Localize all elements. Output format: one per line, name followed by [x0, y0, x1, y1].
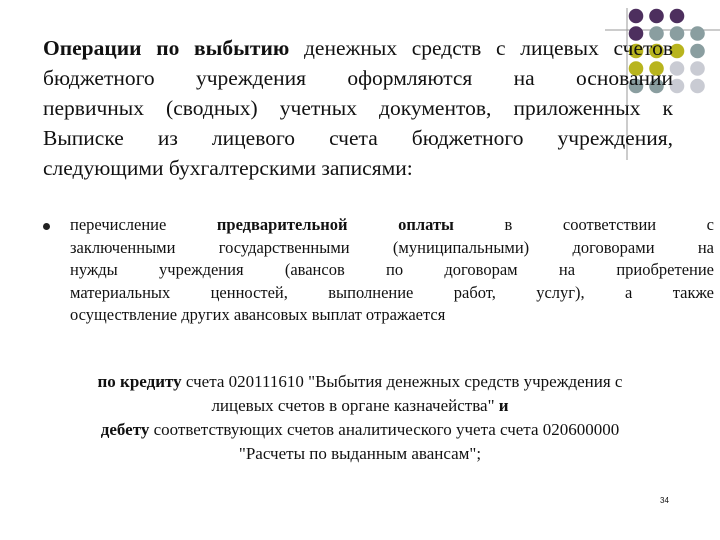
accounting-entry [40, 370, 680, 466]
heading-line-1-text: денежных средств с лицевых счетов [289, 36, 673, 60]
credit-line-2 [40, 394, 680, 418]
decorative-dot [649, 9, 664, 24]
heading-bold: Операции по выбытию [43, 36, 290, 60]
debit-line-2: "Расчеты по выданным авансам"; [238, 444, 482, 463]
heading-line-2: бюджетного учреждения оформляются на основании [43, 66, 673, 90]
bullet-line-3: нужды учреждения (авансов по договорам на приобретение [70, 260, 714, 279]
decorative-dot [690, 26, 705, 41]
debit-label: дебету [100, 420, 150, 439]
and-label: и [498, 396, 509, 415]
bullet-bold: предварительной оплаты [216, 215, 454, 234]
heading-line-5: следующими бухгалтерскими записями: [43, 156, 413, 180]
slide-heading [43, 33, 673, 183]
debit-text: соответствующих счетов аналитического учета счета 020600000 [149, 420, 620, 439]
debit-line-1 [40, 418, 680, 442]
heading-line-4: Выписке из лицевого счета бюджетного учреждения, [43, 126, 673, 150]
bullet-text [70, 214, 714, 327]
bullet-line-1 [70, 214, 714, 237]
credit-label: по кредиту [97, 372, 182, 391]
bullet-line-4: материальных ценностей, выполнение работ, услуг), а также [70, 282, 714, 302]
decorative-dot [690, 61, 705, 76]
decorative-dot [629, 9, 644, 24]
credit-text: счета 020111610 "Выбытия денежных средств учреждения с [181, 372, 623, 391]
decorative-dot [670, 9, 685, 24]
credit-line-1 [40, 370, 680, 394]
bullet-line-2: заключенными государственными (муниципальными) договорами на [70, 237, 714, 257]
decorative-dot [690, 44, 705, 59]
bullet-line-1-a: перечисление [70, 215, 217, 234]
heading-line-1 [43, 33, 673, 63]
bullet-marker-icon [43, 223, 50, 230]
bullet-line-5: осуществление других авансовых выплат отражается [70, 305, 446, 324]
credit-text-2: лицевых счетов в органе казначейства" [211, 396, 499, 415]
page-number: 34 [660, 496, 669, 505]
bullet-line-1-b: в соответствии с [453, 215, 715, 234]
heading-line-3: первичных (сводных) учетных документов, приложенных к [43, 96, 673, 120]
decorative-dot [690, 79, 705, 94]
